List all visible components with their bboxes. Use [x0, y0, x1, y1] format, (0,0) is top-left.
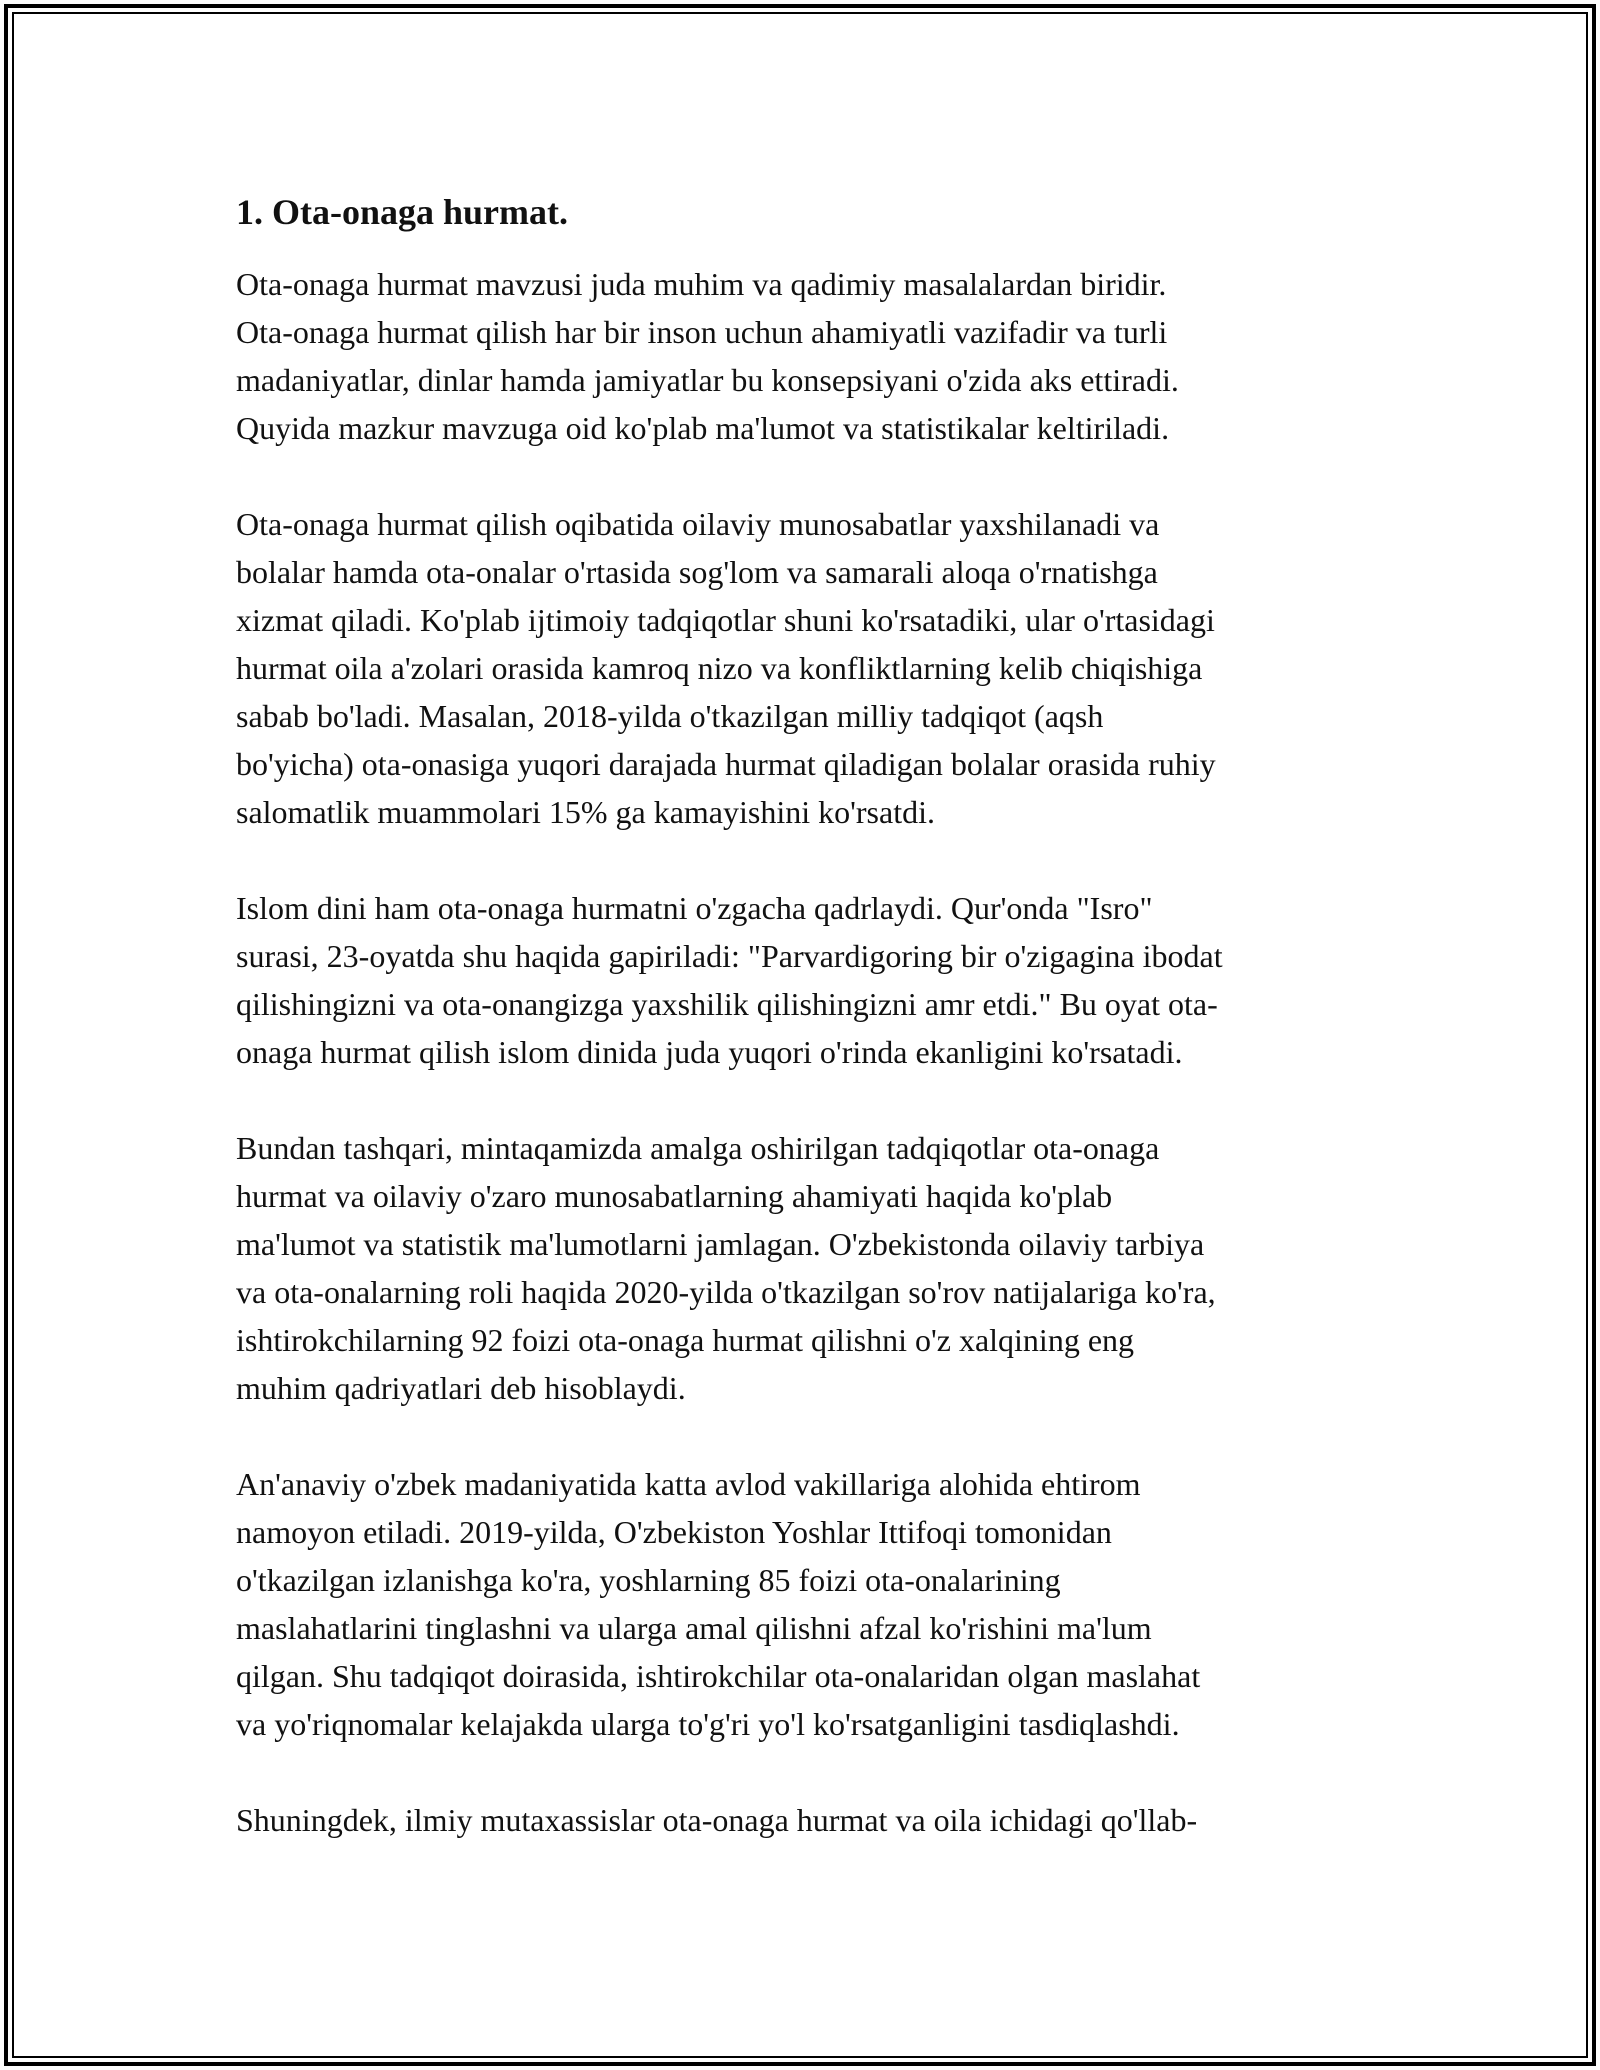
- section-heading: 1. Ota-onaga hurmat.: [236, 192, 568, 232]
- text-line: va yo'riqnomalar kelajakda ularga to'g'ri yo'l ko'rsatganligini tasdiqlashdi.: [236, 1706, 1180, 1742]
- text-line: An'anaviy o'zbek madaniyatida katta avlod vakillariga alohida ehtirom: [236, 1466, 1141, 1502]
- text-line: salomatlik muammolari 15% ga kamayishini ko'rsatdi.: [236, 794, 935, 830]
- text-line: bo'yicha) ota-onasiga yuqori darajada hurmat qiladigan bolalar orasida ruhiy: [236, 746, 1216, 782]
- text-line: o'tkazilgan izlanishga ko'ra, yoshlarning 85 foizi ota-onalarining: [236, 1562, 1061, 1598]
- text-line: maslahatlarini tinglashni va ularga amal qilishni afzal ko'rishini ma'lum: [236, 1610, 1152, 1646]
- text-line: qilishingizni va ota-onangizga yaxshilik qilishingizni amr etdi." Bu oyat ota-: [236, 986, 1218, 1022]
- paragraph-experts: [236, 1796, 1376, 1844]
- paragraph-family-relations: [236, 500, 1376, 836]
- text-line: hurmat va oilaviy o'zaro munosabatlarning ahamiyati haqida ko'plab: [236, 1178, 1113, 1214]
- text-line: namoyon etiladi. 2019-yilda, O'zbekiston Yoshlar Ittifoqi tomonidan: [236, 1514, 1112, 1550]
- text-line: Ota-onaga hurmat qilish oqibatida oilaviy munosabatlar yaxshilanadi va: [236, 506, 1160, 542]
- text-line: madaniyatlar, dinlar hamda jamiyatlar bu konsepsiyani o'zida aks ettiradi.: [236, 362, 1179, 398]
- text-line: Islom dini ham ota-onaga hurmatni o'zgacha qadrlaydi. Qur'onda "Isro": [236, 890, 1153, 926]
- text-line: ma'lumot va statistik ma'lumotlarni jamlagan. O'zbekistonda oilaviy tarbiya: [236, 1226, 1205, 1262]
- paragraph-regional-research: [236, 1124, 1376, 1412]
- text-line: bolalar hamda ota-onalar o'rtasida sog'lom va samarali aloqa o'rnatishga: [236, 554, 1158, 590]
- text-line: xizmat qiladi. Ko'plab ijtimoiy tadqiqotlar shuni ko'rsatadiki, ular o'rtasidagi: [236, 602, 1215, 638]
- text-line: qilgan. Shu tadqiqot doirasida, ishtirokchilar ota-onalaridan olgan maslahat: [236, 1658, 1201, 1694]
- text-line: Shuningdek, ilmiy mutaxassislar ota-onaga hurmat va oila ichidagi qo'llab-: [236, 1802, 1198, 1838]
- text-line: Quyida mazkur mavzuga oid ko'plab ma'lumot va statistikalar keltiriladi.: [236, 410, 1170, 446]
- document-body: [236, 188, 1376, 1892]
- paragraph-uzbek-culture: [236, 1460, 1376, 1748]
- text-line: sabab bo'ladi. Masalan, 2018-yilda o'tkazilgan milliy tadqiqot (aqsh: [236, 698, 1104, 734]
- text-line: ishtirokchilarning 92 foizi ota-onaga hurmat qilishni o'z xalqining eng: [236, 1322, 1135, 1358]
- text-line: hurmat oila a'zolari orasida kamroq nizo va konfliktlarning kelib chiqishiga: [236, 650, 1203, 686]
- paragraph-intro: [236, 260, 1376, 452]
- text-line: muhim qadriyatlari deb hisoblaydi.: [236, 1370, 686, 1406]
- text-line: surasi, 23-oyatda shu haqida gapiriladi: "Parvardigoring bir o'zigagina ibodat: [236, 938, 1223, 974]
- text-line: Bundan tashqari, mintaqamizda amalga oshirilgan tadqiqotlar ota-onaga: [236, 1130, 1160, 1166]
- text-line: onaga hurmat qilish islom dinida juda yuqori o'rinda ekanligini ko'rsatadi.: [236, 1034, 1183, 1070]
- paragraph-islam: [236, 884, 1376, 1076]
- text-line: Ota-onaga hurmat mavzusi juda muhim va qadimiy masalalardan biridir.: [236, 266, 1167, 302]
- text-line: Ota-onaga hurmat qilish har bir inson uchun ahamiyatli vazifadir va turli: [236, 314, 1168, 350]
- text-line: va ota-onalarning roli haqida 2020-yilda o'tkazilgan so'rov natijalariga ko'ra,: [236, 1274, 1216, 1310]
